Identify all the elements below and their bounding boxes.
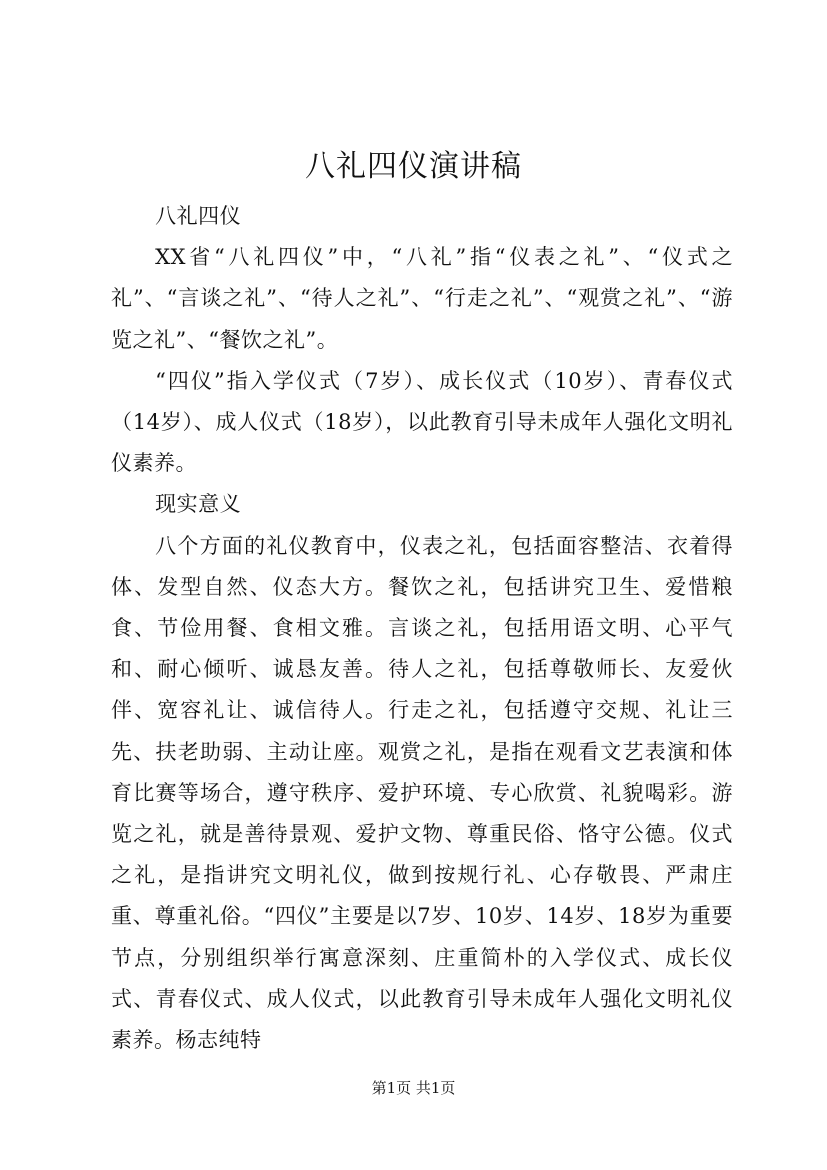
page-footer [0, 1078, 827, 1098]
paragraph-heading-significance: 现实意义 [155, 492, 242, 517]
document-body [111, 196, 733, 1061]
page-number-label: 第1页 共1页 [371, 1079, 456, 1097]
document-title: 八礼四仪演讲稿 [305, 149, 522, 184]
paragraph-bali-definition: XX省“八礼四仪”中，“八礼”指“仪表之礼”、“仪式之礼”、“言谈之礼”、“待人之礼”、“行走之礼”、“观赏之礼”、“游览之礼”、“餐饮之礼”。 [111, 245, 733, 352]
paragraph-significance-body: 八个方面的礼仪教育中，仪表之礼，包括面容整洁、衣着得体、发型自然、仪态大方。餐饮之礼，包括讲究卫生、爱惜粮食、节俭用餐、食相文雅。言谈之礼，包括用语文明、心平气和、耐心倾听、诚恳友善。待人之礼，包括尊敬师长、友爱伙伴、宽容礼让、诚信待人。行走之礼，包括遵守交规、礼让三先、扶老助弱、主动让座。观赏之礼，是指在观看文艺表演和体育比赛等场合，遵守秩序、爱护环境、专心欣赏、礼貌喝彩。游览之礼，就是善待景观、爱护文物、尊重民俗、恪守公德。仪式之礼，是指讲究文明礼仪，做到按规行礼、心存敬畏、严肃庄重、尊重礼俗。“四仪”主要是以7岁、10岁、14岁、18岁为重要节点，分别组织举行寓意深刻、庄重简朴的入学仪式、成长仪式、青春仪式、成人仪式，以此教育引导未成年人强化文明礼仪素养。杨志纯特 [111, 533, 733, 1053]
paragraph-siyi-definition: “四仪”指入学仪式（7岁）、成长仪式（10岁）、青春仪式（14岁）、成人仪式（18岁），以此教育引导未成年人强化文明礼仪素养。 [111, 368, 733, 476]
paragraph-heading-bali-siyi: 八礼四仪 [155, 204, 242, 228]
